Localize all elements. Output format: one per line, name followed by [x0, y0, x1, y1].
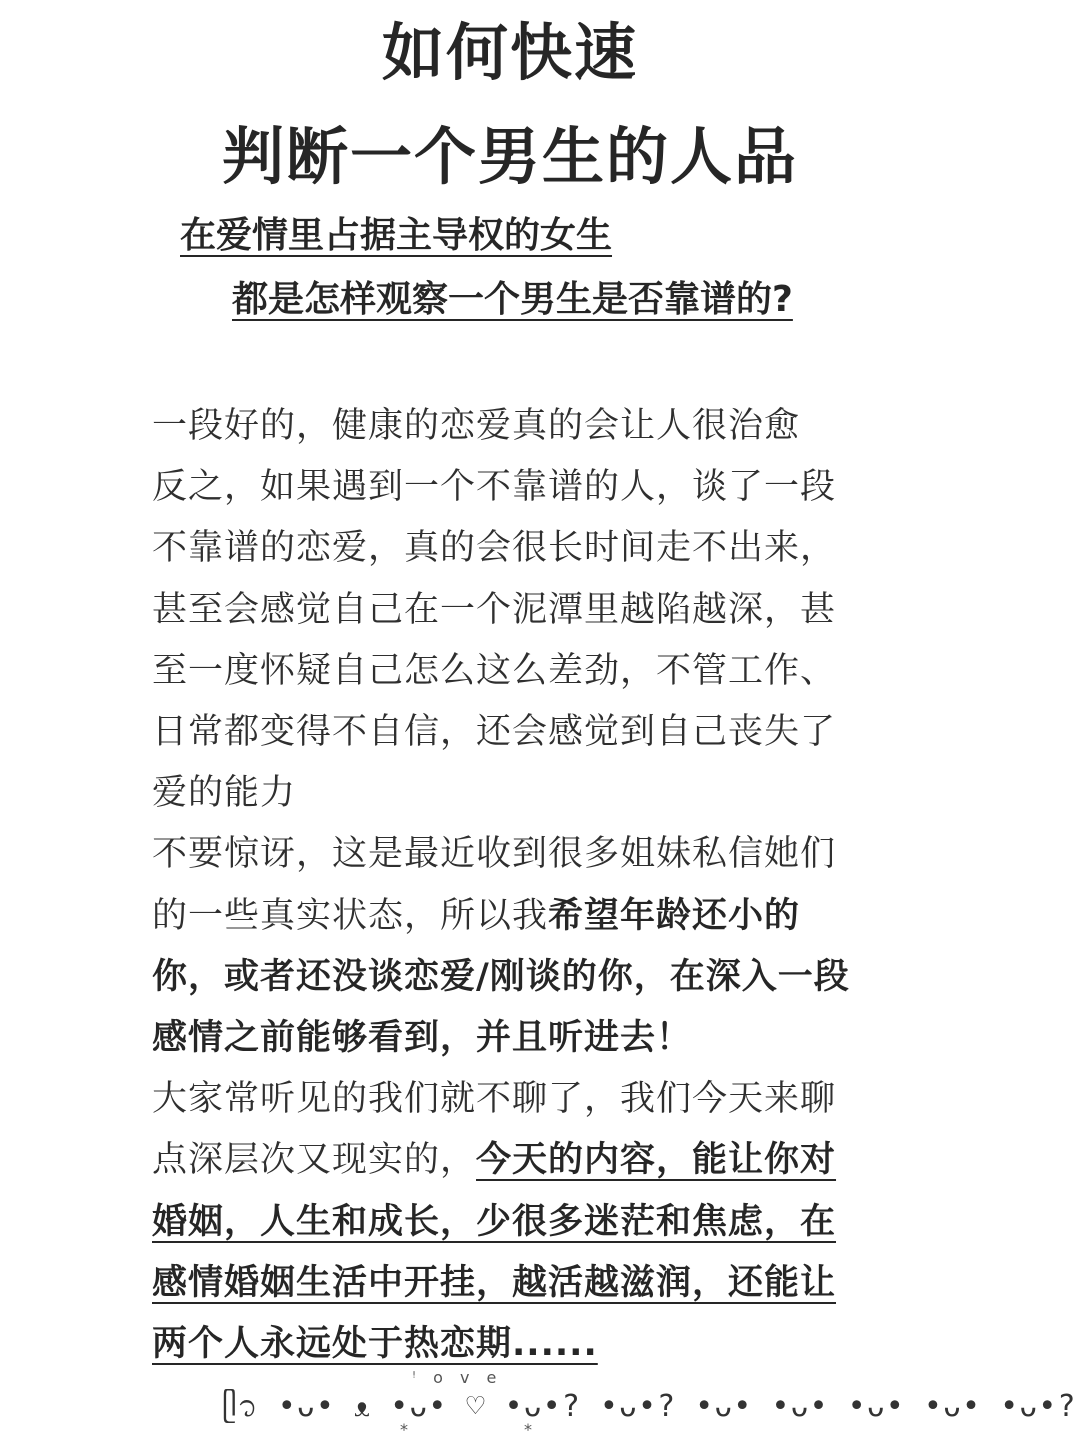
page-title-line-1: 如何快速 — [381, 16, 638, 89]
body-line: 大家常听见的我们就不聊了，我们今天来聊 — [152, 1079, 837, 1120]
bold-emphasis-line: 你，或者还没谈恋爱/刚谈的你，在深入一段 — [152, 956, 850, 997]
underlined-emphasis-line: 婚姻，人生和成长，少很多迷茫和焦虑，在 — [152, 1201, 837, 1242]
star-doodle-icon: * — [524, 1420, 532, 1439]
body-text-segment: 点深层次又现实的， — [152, 1140, 477, 1181]
body-line: 日常都变得不自信，还会感觉到自己丧失了 — [152, 712, 837, 753]
body-line: 不靠谱的恋爱，真的会很长时间走不出来， — [152, 528, 837, 569]
bold-emphasis: 希望年龄还小的 — [548, 895, 801, 936]
kaomoji-decoration-row: ᥫ᭡ •ᴗ• ᴥ •ᴗ• ♡ •ᴗ•? •ᴗ•? •ᴗ• •ᴗ• •ᴗ• •ᴗ• •ᴗ•? — [222, 1389, 1077, 1424]
underlined-emphasis: 今天的内容，能让你对 — [476, 1140, 837, 1181]
body-line: 一段好的，健康的恋爱真的会让人很治愈 — [152, 406, 801, 446]
underlined-emphasis-line: 感情婚姻生活中开挂，越活越滋润，还能让 — [152, 1262, 837, 1303]
body-line: 甚至会感觉自己在一个泥潭里越陷越深，甚 — [152, 589, 837, 630]
subtitle-line-2: 都是怎样观察一个男生是否靠谱的? — [232, 279, 793, 320]
body-line — [152, 1130, 932, 1191]
body-line — [152, 886, 932, 947]
underlined-emphasis-line: 两个人永远处于热恋期...... — [152, 1324, 598, 1365]
body-line: 爱的能力 — [152, 773, 297, 814]
body-line: 至一度怀疑自己怎么这么差劲，不管工作、 — [152, 650, 837, 691]
page-title-line-2: 判断一个男生的人品 — [221, 120, 798, 193]
body-line: 不要惊讶，这是最近收到很多姐妹私信她们 — [152, 834, 837, 875]
bold-emphasis-line: 感情之前能够看到，并且听进去！ — [152, 1018, 693, 1059]
body-line: 反之，如果遇到一个不靠谱的人，谈了一段 — [152, 467, 837, 508]
love-doodle-text: ꜝ o v e — [412, 1368, 503, 1387]
star-doodle-icon: * — [400, 1420, 408, 1439]
article-body — [152, 396, 932, 1375]
subtitle-line-1: 在爱情里占据主导权的女生 — [180, 215, 613, 256]
body-text-segment: 的一些真实状态，所以我 — [152, 895, 549, 936]
